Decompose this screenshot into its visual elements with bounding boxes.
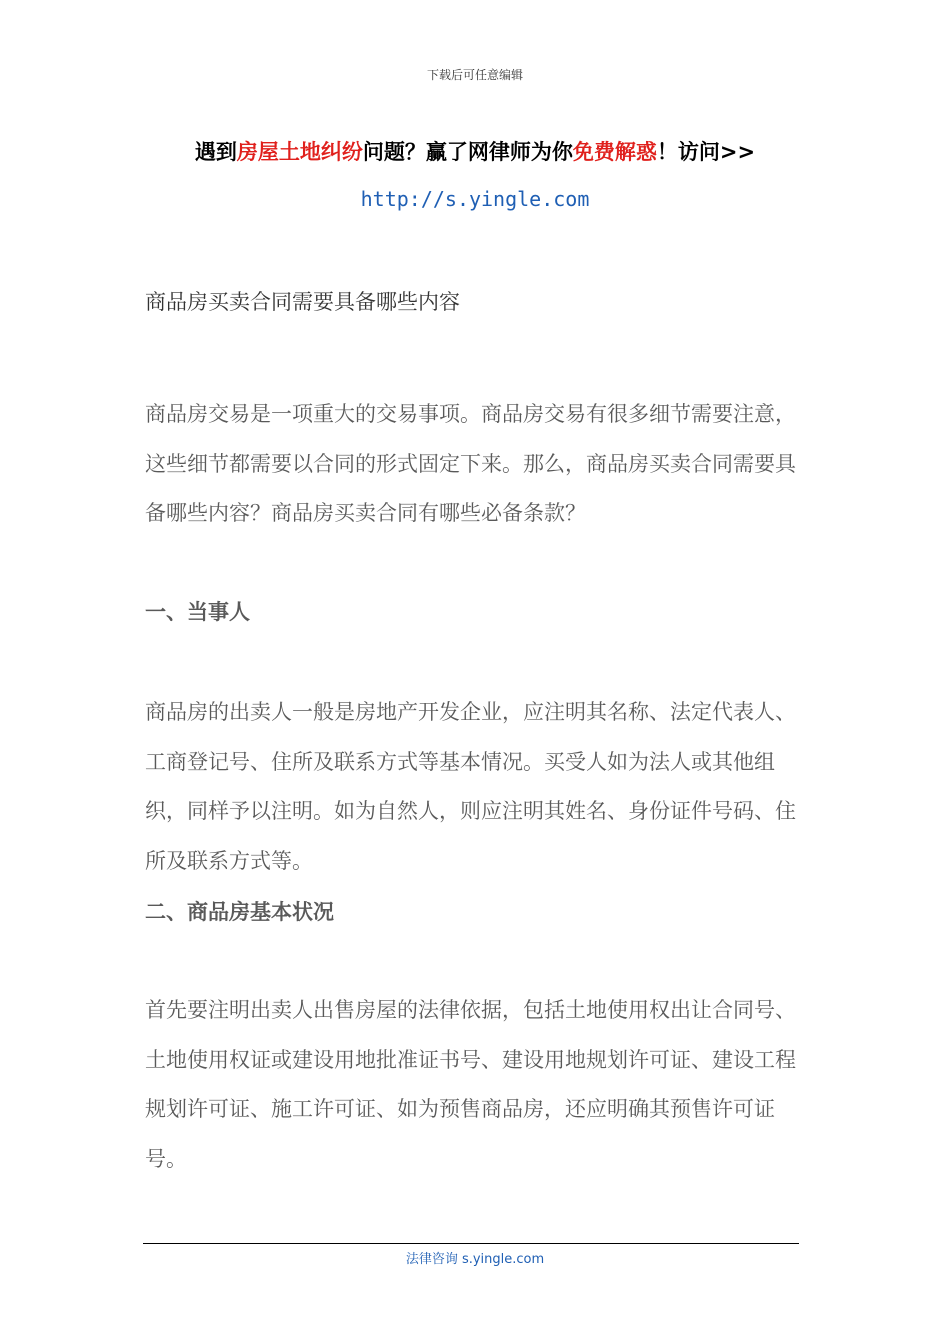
promo-text-1: 遇到: [194, 140, 237, 164]
section-heading-property-status: 二、商品房基本状况: [145, 900, 334, 924]
property-status-paragraph: 首先要注明出卖人出售房屋的法律依据，包括土地使用权出让合同号、土地使用权证或建设用地批准证书号、建设用地规划许可证、建设工程规划许可证、施工许可证、如为预售商品房，还应明确其预售许可证号。: [145, 998, 796, 1171]
promo-link[interactable]: http://s.yingle.com: [360, 187, 590, 211]
footer-divider: [143, 1243, 799, 1244]
promo-banner[interactable]: [0, 136, 950, 166]
parties-paragraph: 商品房的出卖人一般是房地产开发企业，应注明其名称、法定代表人、工商登记号、住所及联系方式等基本情况。买受人如为法人或其他组织，同样予以注明。如为自然人，则应注明其姓名、身份证件号码、住所及联系方式等。: [145, 700, 796, 873]
section-heading-parties: 一、当事人: [145, 600, 250, 624]
document-title: 商品房买卖合同需要具备哪些内容: [145, 290, 460, 314]
promo-highlight-1: 房屋土地纠纷: [236, 140, 363, 164]
footer-link[interactable]: 法律咨询 s.yingle.com: [405, 1252, 545, 1267]
promo-text-3: ！访问>>: [656, 140, 756, 164]
header-note: 下载后可任意编辑: [426, 68, 523, 82]
promo-text-2: 问题？赢了网律师为你: [362, 140, 573, 164]
intro-paragraph: 商品房交易是一项重大的交易事项。商品房交易有很多细节需要注意，这些细节都需要以合同的形式固定下来。那么，商品房买卖合同需要具备哪些内容？商品房买卖合同有哪些必备条款？: [145, 402, 796, 525]
promo-highlight-2: 免费解惑: [572, 140, 657, 164]
